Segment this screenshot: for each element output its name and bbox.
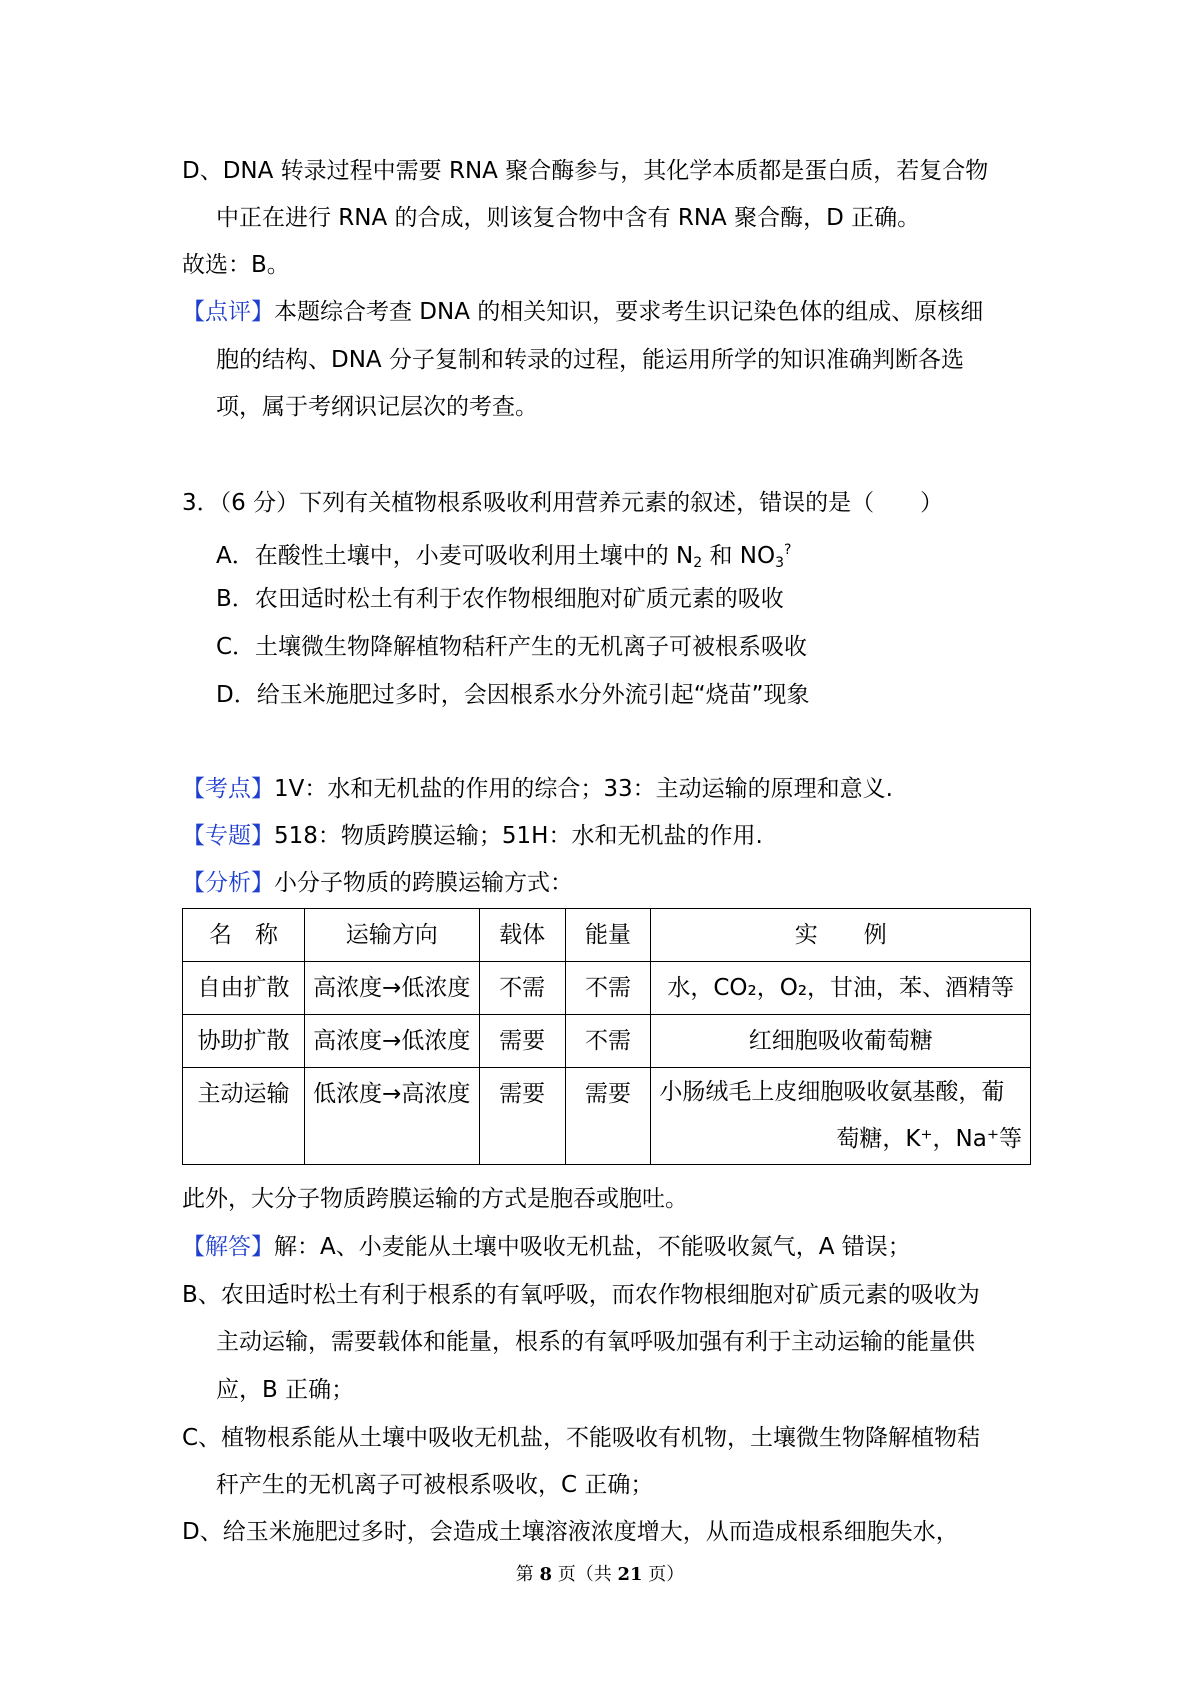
example-line1: 小肠绒毛上皮细胞吸收氨基酸，葡 (659, 1079, 1005, 1105)
fenxi-line (182, 868, 573, 898)
fenxi-text: 小分子物质的跨膜运输方式： (274, 870, 573, 896)
table-header: 运输方向 (304, 909, 479, 962)
zhuanti-text: 518：物质跨膜运输；51H：水和无机盐的作用. (274, 823, 763, 849)
fenxi-tag: 【分析】 (182, 870, 274, 896)
para-d-line1: D、DNA 转录过程中需要 RNA 聚合酶参与，其化学本质都是蛋白质，若复合物 (182, 158, 989, 184)
table-cell: 主动运输 (183, 1068, 305, 1165)
option-a-text: A．在酸性土壤中，小麦可吸收利用土壤中的 N (216, 543, 694, 569)
table-row (183, 1068, 1031, 1165)
table-cell: 红细胞吸收葡萄糖 (651, 1015, 1031, 1068)
kaodian-text: 1V：水和无机盐的作用的综合；33：主动运输的原理和意义. (274, 776, 893, 802)
footer-mid: 页（共 (552, 1564, 618, 1585)
extra-line: 此外，大分子物质跨膜运输的方式是胞吞或胞吐。 (182, 1186, 688, 1212)
table-cell: 自由扩散 (183, 962, 305, 1015)
comment-line3: 项，属于考纲识记层次的考查。 (216, 394, 538, 420)
table-header: 载体 (479, 909, 565, 962)
option-a-sup: ? (784, 542, 792, 558)
jieda-b1: B、农田适时松土有利于根系的有氧呼吸，而农作物根细胞对矿质元素的吸收为 (182, 1282, 980, 1308)
table-cell: 需要 (479, 1068, 565, 1165)
option-b: B．农田适时松土有利于农作物根细胞对矿质元素的吸收 (216, 586, 784, 612)
table-header: 名 称 (183, 909, 305, 962)
answer-prev: 故选：B。 (182, 252, 290, 278)
option-d: D．给玉米施肥过多时，会因根系水分外流引起“烧苗”现象 (216, 682, 810, 708)
table-header: 实 例 (651, 909, 1031, 962)
jieda-b3: 应，B 正确； (216, 1377, 355, 1403)
table-row (183, 1015, 1031, 1068)
comment-line2: 胞的结构、DNA 分子复制和转录的过程，能运用所学的知识准确判断各选 (216, 347, 964, 373)
comment-line1 (182, 297, 983, 327)
jieda-c2: 秆产生的无机离子可被根系吸收，C 正确； (216, 1472, 654, 1498)
table-cell: 需要 (479, 1015, 565, 1068)
table-header: 能量 (565, 909, 651, 962)
page-footer (0, 1560, 1200, 1586)
question-stem: 3．（6 分）下列有关植物根系吸收利用营养元素的叙述，错误的是（ ） (182, 490, 944, 516)
jieda-d1: D、给玉米施肥过多时，会造成土壤溶液浓度增大，从而造成根系细胞失水， (182, 1519, 959, 1545)
table-cell-example (651, 1068, 1031, 1165)
table-cell: 需要 (565, 1068, 651, 1165)
jieda-c1: C、植物根系能从土壤中吸收无机盐，不能吸收有机物，土壤微生物降解植物秸 (182, 1425, 981, 1451)
option-c: C．土壤微生物降解植物秸秆产生的无机离子可被根系吸收 (216, 634, 808, 660)
table-cell: 协助扩散 (183, 1015, 305, 1068)
table-cell: 高浓度→低浓度 (304, 962, 479, 1015)
comment-text1: 本题综合考查 DNA 的相关知识，要求考生识记染色体的组成、原核细 (274, 299, 984, 325)
footer-page-number: 8 (539, 1564, 552, 1585)
table-cell: 不需 (565, 962, 651, 1015)
jieda-a (182, 1232, 911, 1262)
table-cell: 不需 (565, 1015, 651, 1068)
kaodian-line (182, 774, 893, 804)
footer-total-pages: 21 (617, 1564, 643, 1585)
transport-table (182, 908, 1031, 1165)
table-cell: 低浓度→高浓度 (304, 1068, 479, 1165)
jieda-tag: 【解答】 (182, 1234, 274, 1260)
table-cell: 不需 (479, 962, 565, 1015)
zhuanti-tag: 【专题】 (182, 823, 274, 849)
zhuanti-line (182, 821, 763, 851)
jieda-a-text: 解：A、小麦能从土壤中吸收无机盐，不能吸收氮气，A 错误； (274, 1234, 911, 1260)
jieda-b2: 主动运输，需要载体和能量，根系的有氧呼吸加强有利于主动运输的能量供 (216, 1329, 975, 1355)
comment-tag: 【点评】 (182, 299, 274, 325)
option-a-mid: 和 NO (702, 543, 776, 569)
table-row (183, 962, 1031, 1015)
footer-post: 页） (642, 1564, 685, 1585)
example-line2: 萄糖，K⁺，Na⁺等 (836, 1126, 1022, 1152)
footer-pre: 第 (515, 1564, 540, 1585)
table-cell: 高浓度→低浓度 (304, 1015, 479, 1068)
table-cell: 水，CO₂，O₂，甘油，苯、酒精等 (651, 962, 1031, 1015)
option-a-sub-no3: 3 (775, 555, 785, 571)
option-a-sub-n: 2 (693, 555, 703, 571)
para-d-line2: 中正在进行 RNA 的合成，则该复合物中含有 RNA 聚合酶，D 正确。 (216, 205, 921, 231)
option-a (216, 535, 791, 578)
kaodian-tag: 【考点】 (182, 776, 274, 802)
table-header-row (183, 909, 1031, 962)
